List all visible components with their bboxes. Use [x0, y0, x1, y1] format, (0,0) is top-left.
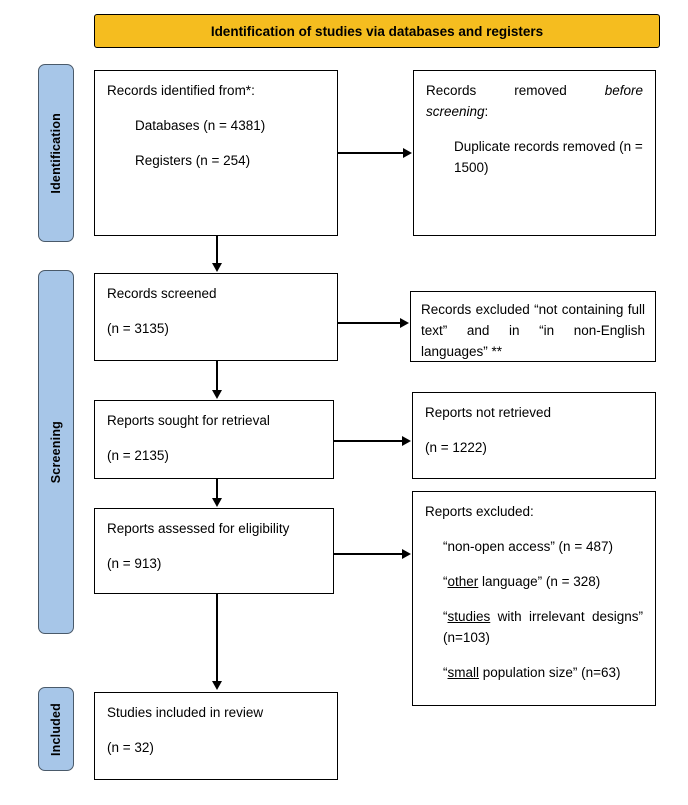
reports-sought-count: (n = 2135) [107, 447, 169, 463]
reports-excluded-item-2-underline: other [447, 573, 479, 589]
records-identified-registers: Registers (n = 254) [135, 152, 251, 168]
banner-title: Identification of studies via databases and registers [210, 23, 544, 39]
stage-text-included: Included [49, 702, 63, 756]
box-records-identified [94, 70, 338, 236]
reports-not-retrieved-label: Reports not retrieved [425, 405, 552, 420]
reports-assessed-count: (n = 913) [107, 555, 162, 571]
box-reports-excluded [412, 491, 656, 706]
records-removed-word3: before [604, 83, 643, 98]
quote-open-3: “ [443, 608, 448, 624]
reports-excluded-item-2 [425, 572, 643, 593]
records-removed-word2: removed [514, 83, 567, 98]
records-excluded-text: Records excluded “not containing full text” and in “in non-English languages” ** [421, 302, 645, 359]
studies-included-count: (n = 32) [107, 739, 154, 755]
arrowhead-assessed-to-excluded [402, 549, 411, 559]
records-identified-line1: Records identified from*: [107, 83, 255, 98]
reports-excluded-item-3-rest: with irrelevant designs” (n=103) [443, 608, 643, 645]
arrowhead-identified-to-removed [403, 148, 412, 158]
stage-text-screening: Screening [49, 420, 63, 484]
reports-excluded-item-1: “non-open access” (n = 487) [443, 538, 613, 554]
connector-identified-to-screened [216, 236, 218, 264]
stage-label-identification [38, 64, 74, 242]
records-identified-databases: Databases (n = 4381) [135, 117, 266, 133]
box-reports-sought [94, 400, 334, 479]
reports-excluded-item-4-underline: small [447, 664, 480, 680]
records-screened-label: Records screened [107, 286, 217, 301]
studies-included-label: Studies included in review [107, 705, 264, 720]
connector-sought-to-not-retrieved [334, 440, 403, 442]
box-records-removed [413, 70, 656, 236]
reports-excluded-item-3-underline: studies [447, 608, 491, 624]
records-removed-word1: Records [426, 83, 477, 98]
arrowhead-identified-to-screened [212, 263, 222, 272]
reports-not-retrieved-count: (n = 1222) [425, 439, 487, 455]
arrowhead-sought-to-assessed [212, 498, 222, 507]
connector-assessed-to-included [216, 594, 218, 682]
records-removed-screening: screening [426, 103, 485, 119]
box-records-excluded [410, 291, 656, 362]
arrowhead-screened-to-sought [212, 390, 222, 399]
connector-screened-to-excluded [338, 322, 401, 324]
reports-sought-label: Reports sought for retrieval [107, 413, 270, 428]
stage-label-screening [38, 270, 74, 634]
arrowhead-assessed-to-included [212, 681, 222, 690]
stage-text-identification: Identification [49, 112, 63, 194]
box-reports-assessed [94, 508, 334, 594]
box-studies-included [94, 692, 338, 780]
records-removed-duplicates: Duplicate records removed (n = 1500) [454, 138, 643, 175]
records-removed-colon: : [484, 103, 489, 119]
diagram-banner [94, 14, 660, 48]
arrowhead-sought-to-not-retrieved [402, 436, 411, 446]
box-reports-not-retrieved [412, 392, 656, 479]
box-records-screened [94, 273, 338, 361]
reports-excluded-item-4 [425, 663, 643, 684]
stage-label-included [38, 687, 74, 771]
reports-excluded-item-4-rest: population size” (n=63) [479, 664, 621, 680]
connector-identified-to-removed [338, 152, 404, 154]
reports-excluded-item-3 [425, 607, 643, 649]
arrowhead-screened-to-excluded [400, 318, 409, 328]
connector-assessed-to-excluded [334, 553, 403, 555]
reports-excluded-item-2-rest: language” (n = 328) [478, 573, 601, 589]
records-screened-count: (n = 3135) [107, 320, 169, 336]
quote-open-2: “ [443, 573, 448, 589]
connector-sought-to-assessed [216, 479, 218, 499]
connector-screened-to-sought [216, 361, 218, 390]
reports-assessed-label: Reports assessed for eligibility [107, 521, 290, 536]
reports-excluded-title: Reports excluded: [425, 504, 534, 519]
quote-open-4: “ [443, 664, 448, 680]
